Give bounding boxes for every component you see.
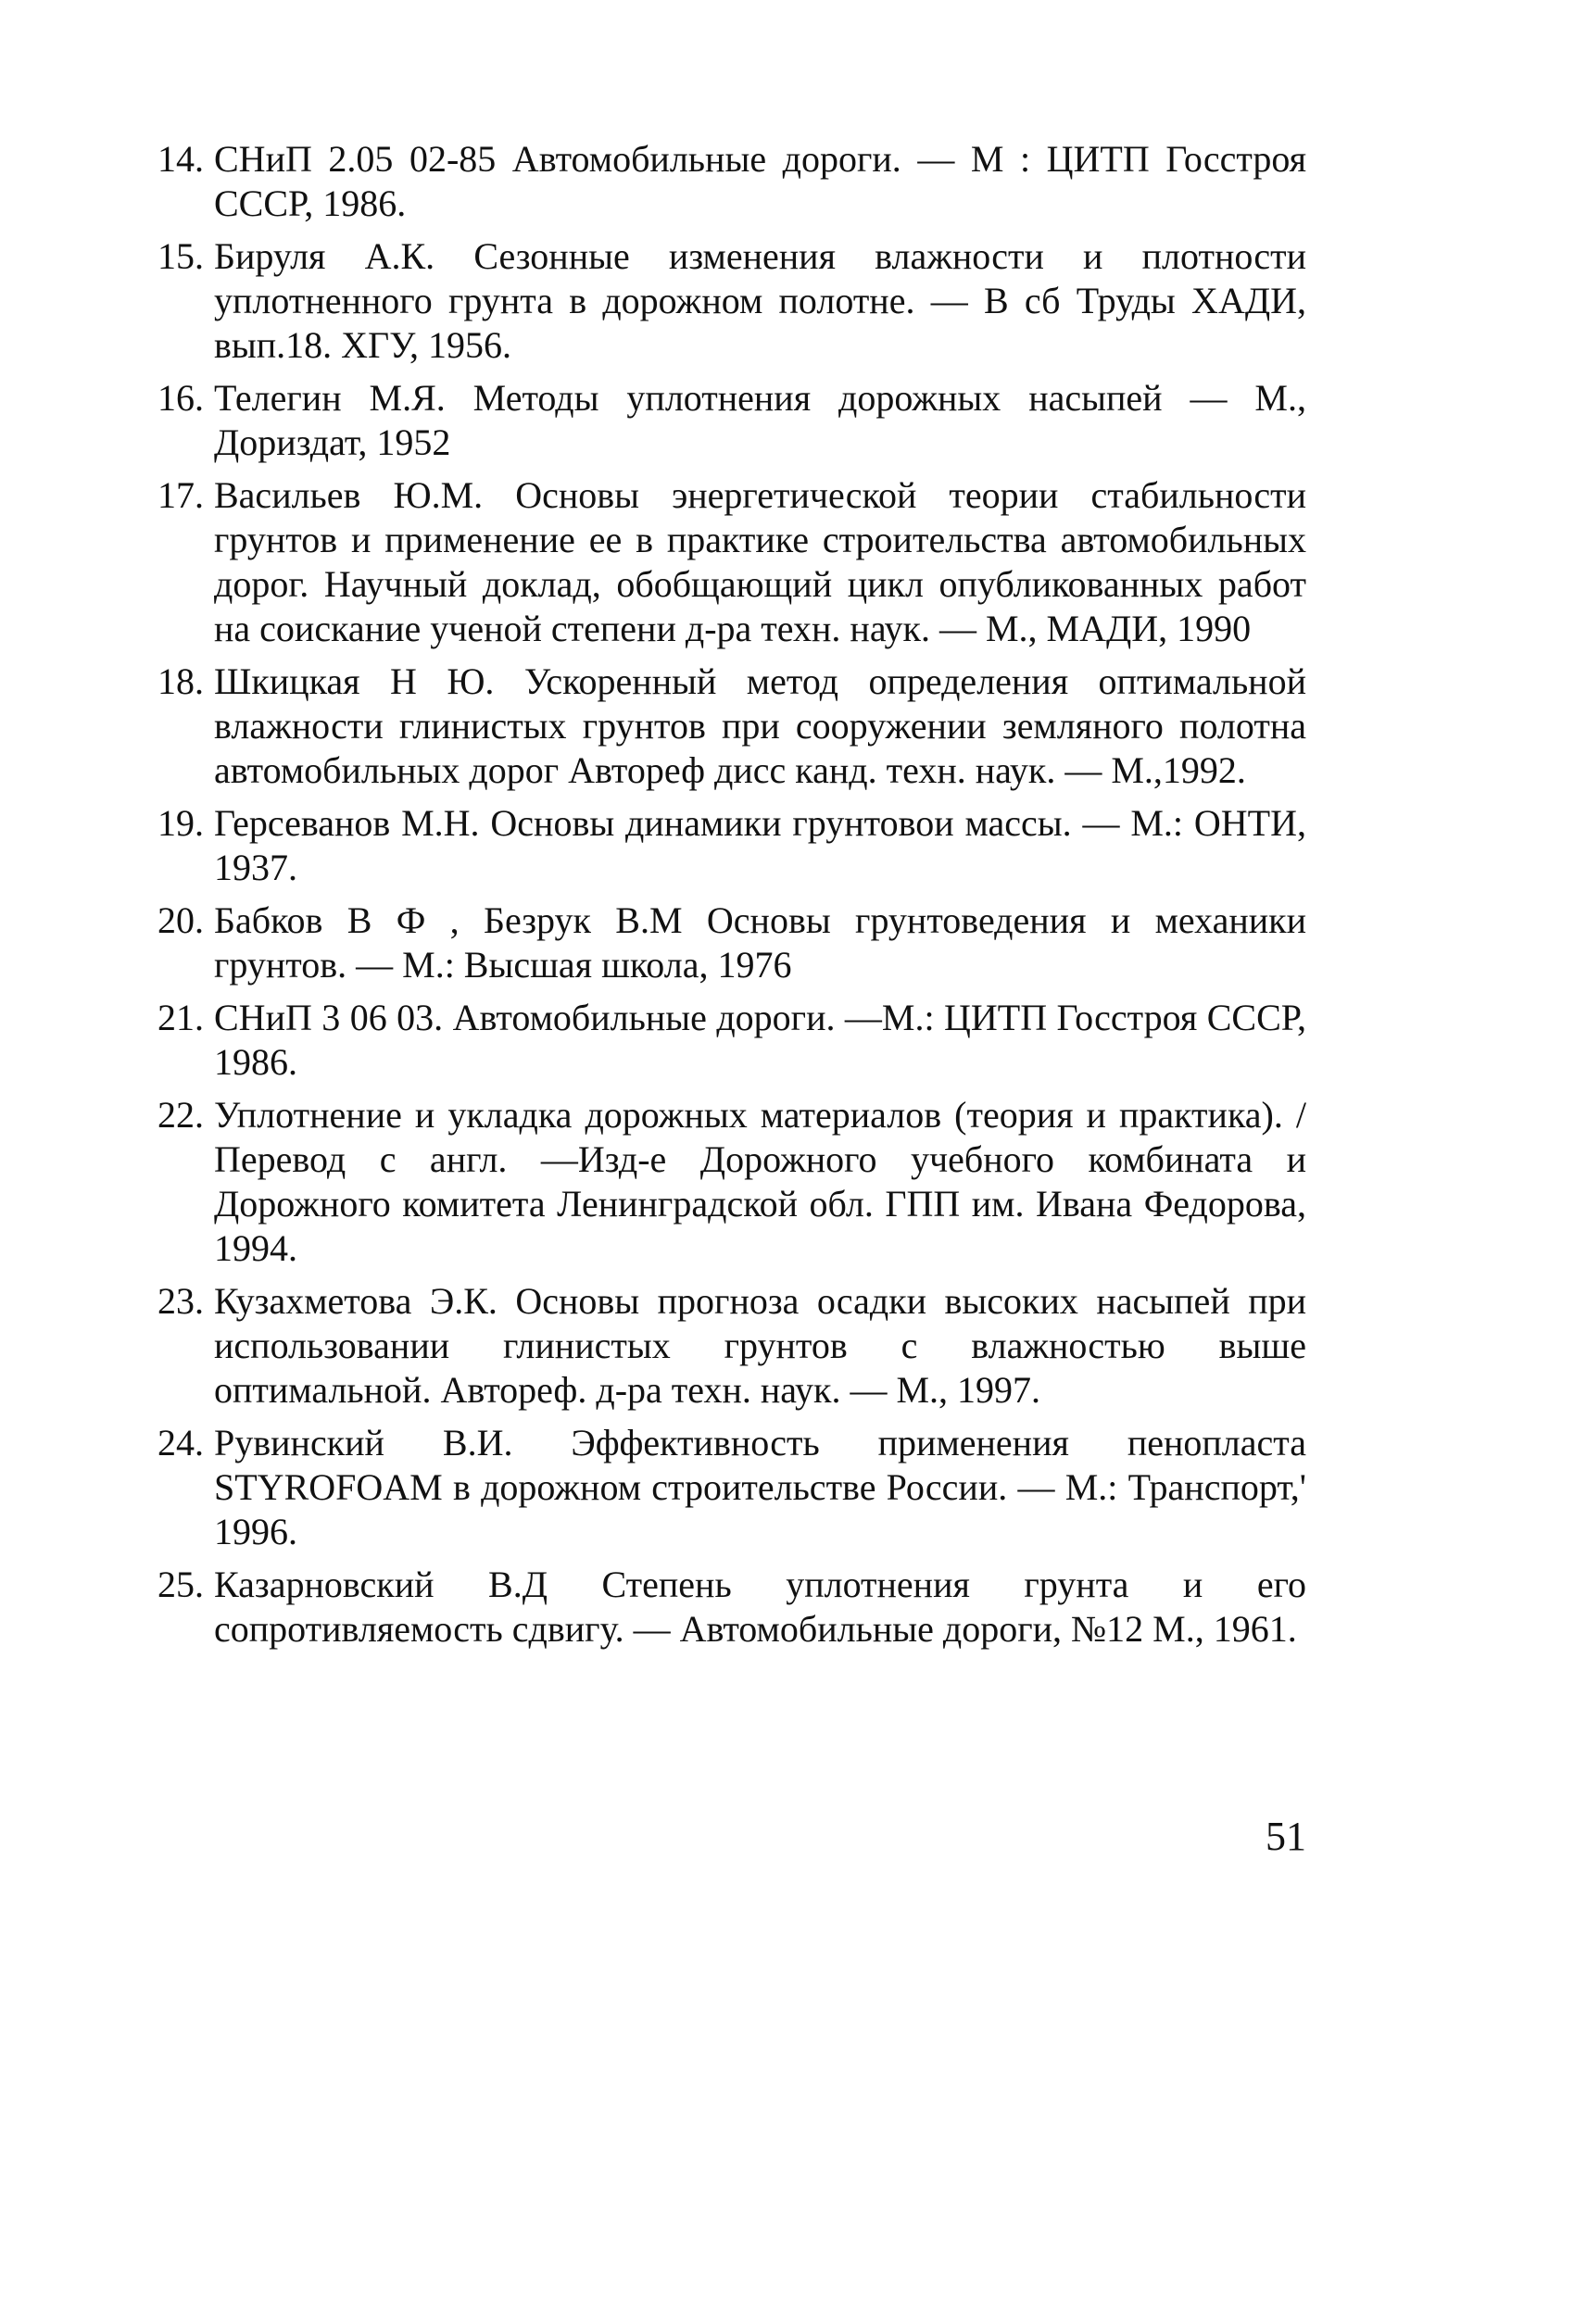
reference-number: 25. (157, 1564, 204, 1605)
reference-item (157, 1279, 1306, 1413)
reference-text: Бабков В Ф , Безрук В.М Основы грунтоведения и механики грунтов. — М.: Высшая школа, 1976 (214, 899, 1306, 986)
reference-text: Казарновский В.Д Степень уплотнения грунта и его сопротивляемость сдвигу. — Автомобильные дороги, №12 М., 1961. (214, 1564, 1306, 1650)
reference-text: Васильев Ю.М. Основы энергетической теории стабильности грунтов и применение ее в практике строительства автомобильных дорог. Научный доклад, обобщающий цикл опубликованных работ на соискание ученой степени д-ра техн. наук. — М., МАДИ, 1990 (214, 474, 1306, 649)
reference-item (157, 996, 1306, 1085)
reference-text: Шкицкая Н Ю. Ускоренный метод определения оптимальной влажности глинистых грунтов при сооружении земляного полотна автомобильных дорог Автореф дисс канд. техн. наук. — М.,1992. (214, 660, 1306, 791)
reference-item (157, 801, 1306, 890)
reference-number: 14. (157, 138, 204, 180)
reference-text: Герсеванов М.Н. Основы динамики грунтовои массы. — М.: ОНТИ, 1937. (214, 802, 1306, 888)
reference-text: Рувинский В.И. Эффективность применения пенопласта STYROFOAM в дорожном строительстве России. — М.: Транспорт,' 1996. (214, 1422, 1306, 1552)
reference-text: Бируля А.К. Сезонные изменения влажности и плотности уплотненного грунта в дорожном полотне. — В сб Труды ХАДИ, вып.18. ХГУ, 1956. (214, 235, 1306, 366)
reference-number: 19. (157, 802, 204, 844)
reference-item (157, 898, 1306, 987)
reference-number: 15. (157, 235, 204, 277)
reference-number: 18. (157, 660, 204, 702)
reference-number: 21. (157, 997, 204, 1038)
reference-number: 24. (157, 1422, 204, 1463)
reference-text: СНиП 3 06 03. Автомобильные дороги. —М.: ЦИТП Госстроя СССР, 1986. (214, 997, 1306, 1083)
reference-text: Кузахметова Э.К. Основы прогноза осадки высоких насыпей при использовании глинистых грунтов с влажностью выше оптимальной. Автореф. д-ра техн. наук. — М., 1997. (214, 1280, 1306, 1411)
reference-number: 22. (157, 1094, 204, 1136)
page-number: 51 (1266, 1814, 1306, 1859)
reference-item (157, 137, 1306, 226)
reference-item (157, 473, 1306, 651)
reference-text: Телегин М.Я. Методы уплотнения дорожных насыпей — М., Дориздат, 1952 (214, 377, 1306, 463)
reference-item (157, 1421, 1306, 1554)
reference-number: 23. (157, 1280, 204, 1322)
reference-item (157, 1093, 1306, 1271)
reference-text: Уплотнение и укладка дорожных материалов (теория и практика). /Перевод с англ. —Изд-е Дорожного учебного комбината и Дорожного комитета Ленинградской обл. ГПП им. Ивана Федорова, 1994. (214, 1094, 1306, 1269)
reference-number: 20. (157, 899, 204, 941)
reference-item (157, 660, 1306, 793)
reference-number: 17. (157, 474, 204, 516)
reference-list (157, 137, 1306, 1660)
reference-number: 16. (157, 377, 204, 419)
reference-item (157, 234, 1306, 368)
reference-item (157, 1563, 1306, 1652)
reference-item (157, 376, 1306, 465)
reference-text: СНиП 2.05 02-85 Автомобильные дороги. — М : ЦИТП Госстроя СССР, 1986. (214, 138, 1306, 224)
